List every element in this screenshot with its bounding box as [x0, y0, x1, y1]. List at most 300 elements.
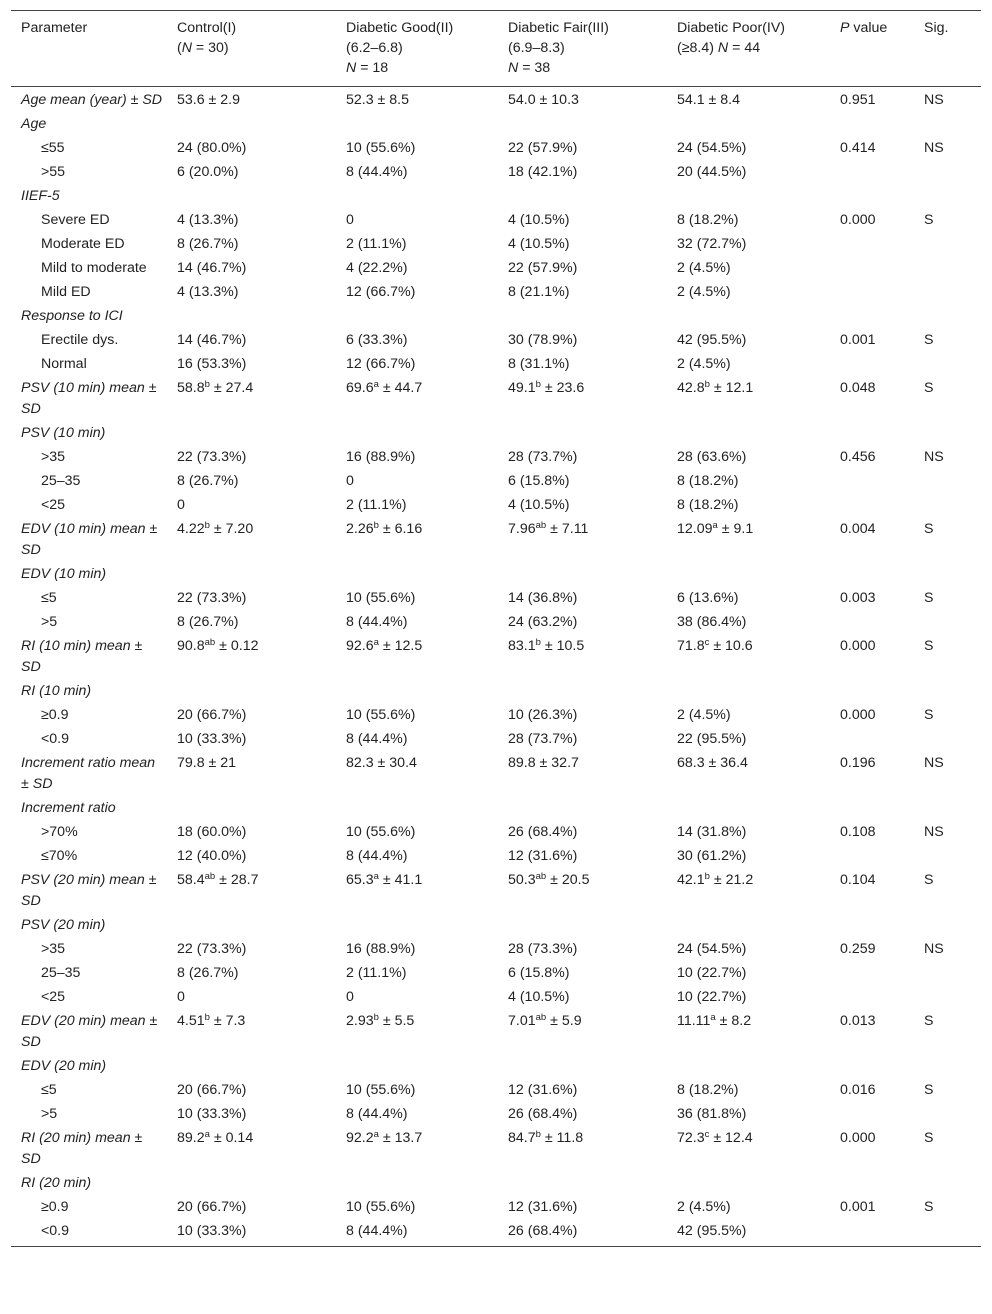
header-diabetic-good: Diabetic Good(II) (6.2–6.8) N = 18 — [346, 20, 454, 76]
value-cell-control: 58.8$^b$ ± 27.4 — [177, 379, 254, 396]
parameter-cell: Moderate ED — [41, 236, 125, 252]
significance-cell: NS — [924, 941, 944, 957]
value-cell-diabetic-poor: 24 (54.5%) — [677, 140, 747, 156]
value-cell-diabetic-fair: 26 (68.4%) — [508, 1223, 578, 1239]
table-row — [11, 376, 981, 421]
table-row — [11, 844, 981, 868]
value-cell-diabetic-fair — [498, 913, 667, 937]
table-body — [11, 87, 981, 1247]
value-cell-control: 4.51$^b$ ± 7.3 — [177, 1012, 246, 1029]
value-cell-control: 90.8$^{ab}$ ± 0.12 — [177, 637, 259, 654]
value-cell-diabetic-poor: 32 (72.7%) — [677, 236, 747, 252]
value-cell-diabetic-poor: 2 (4.5%) — [677, 284, 731, 300]
p-value-cell: 0.108 — [840, 824, 876, 840]
parameter-cell: ≥0.9 — [41, 1199, 69, 1215]
value-cell-diabetic-poor: 71.8$^c$ ± 10.6 — [677, 637, 753, 654]
table-row — [11, 208, 981, 232]
value-cell-diabetic-poor: 8 (18.2%) — [677, 1082, 739, 1098]
value-cell-diabetic-good: 2.26$^b$ ± 6.16 — [346, 520, 423, 537]
header-control: Control(I) (N = 30) — [177, 20, 237, 56]
p-value-cell — [830, 985, 914, 1009]
p-value-cell — [830, 232, 914, 256]
header-p-value: P value — [840, 20, 888, 36]
value-cell-diabetic-fair: 83.1$^b$ ± 10.5 — [508, 637, 585, 654]
table-row — [11, 493, 981, 517]
value-cell-diabetic-good: 8 (44.4%) — [346, 731, 408, 747]
p-value-cell: 0.456 — [840, 449, 876, 465]
value-cell-diabetic-fair: 54.0 ± 10.3 — [508, 92, 579, 108]
value-cell-control: 14 (46.7%) — [177, 260, 247, 276]
value-cell-diabetic-good — [336, 796, 498, 820]
value-cell-control — [167, 679, 336, 703]
p-value-cell — [830, 304, 914, 328]
significance-cell: S — [924, 638, 934, 654]
value-cell-control: 22 (73.3%) — [177, 590, 247, 606]
parameter-cell: >5 — [41, 614, 58, 630]
value-cell-control — [167, 1054, 336, 1078]
value-cell-diabetic-poor: 28 (63.6%) — [677, 449, 747, 465]
value-cell-control: 53.6 ± 2.9 — [177, 92, 241, 108]
value-cell-diabetic-fair — [498, 421, 667, 445]
p-value-cell — [830, 1054, 914, 1078]
table-row — [11, 280, 981, 304]
significance-cell — [914, 232, 981, 256]
table-row — [11, 1009, 981, 1054]
value-cell-diabetic-poor: 10 (22.7%) — [677, 965, 747, 981]
parameter-cell: Response to ICI — [21, 308, 123, 324]
value-cell-diabetic-fair: 26 (68.4%) — [508, 1106, 578, 1122]
value-cell-control: 16 (53.3%) — [177, 356, 247, 372]
value-cell-control: 89.2$^a$ ± 0.14 — [177, 1129, 254, 1146]
value-cell-control: 12 (40.0%) — [177, 848, 247, 864]
value-cell-diabetic-poor: 2 (4.5%) — [677, 707, 731, 723]
parameter-cell: PSV (20 min) mean ± SD — [21, 872, 157, 909]
value-cell-diabetic-fair — [498, 1054, 667, 1078]
value-cell-control — [167, 1171, 336, 1195]
value-cell-diabetic-fair: 6 (15.8%) — [508, 965, 570, 981]
p-value-cell — [830, 1219, 914, 1247]
value-cell-control: 4.22$^b$ ± 7.20 — [177, 520, 254, 537]
table-row — [11, 937, 981, 961]
value-cell-diabetic-poor: 12.09$^a$ ± 9.1 — [677, 520, 754, 537]
value-cell-control: 0 — [177, 497, 185, 513]
p-value-cell: 0.000 — [840, 638, 876, 654]
parameter-cell: 25–35 — [41, 965, 81, 981]
p-value-cell — [830, 913, 914, 937]
value-cell-diabetic-good — [336, 679, 498, 703]
significance-cell: NS — [924, 92, 944, 108]
p-value-cell: 0.013 — [840, 1013, 876, 1029]
table-row — [11, 961, 981, 985]
value-cell-diabetic-fair — [498, 562, 667, 586]
parameter-cell: EDV (10 min) — [21, 566, 107, 582]
significance-cell — [914, 610, 981, 634]
value-cell-diabetic-poor: 2 (4.5%) — [677, 356, 731, 372]
header-diabetic-poor: Diabetic Poor(IV) (≥8.4) N = 44 — [677, 20, 786, 56]
parameter-cell: Erectile dys. — [41, 332, 119, 348]
p-value-cell — [830, 796, 914, 820]
significance-cell — [914, 421, 981, 445]
value-cell-control: 10 (33.3%) — [177, 731, 247, 747]
table-row — [11, 304, 981, 328]
value-cell-control — [167, 421, 336, 445]
significance-cell: NS — [924, 824, 944, 840]
value-cell-diabetic-poor — [667, 184, 830, 208]
parameter-cell: Age mean (year) ± SD — [21, 92, 163, 108]
significance-cell — [914, 562, 981, 586]
parameter-cell: Increment ratio — [21, 800, 116, 816]
value-cell-diabetic-good: 65.3$^a$ ± 41.1 — [346, 871, 423, 888]
p-value-cell — [830, 1102, 914, 1126]
p-value-cell — [830, 160, 914, 184]
parameter-cell: Severe ED — [41, 212, 110, 228]
value-cell-diabetic-good: 12 (66.7%) — [346, 284, 416, 300]
value-cell-diabetic-good: 6 (33.3%) — [346, 332, 408, 348]
value-cell-control: 8 (26.7%) — [177, 473, 239, 489]
value-cell-diabetic-fair: 28 (73.3%) — [508, 941, 578, 957]
significance-cell — [914, 280, 981, 304]
value-cell-diabetic-fair: 4 (10.5%) — [508, 989, 570, 1005]
p-value-cell — [830, 184, 914, 208]
value-cell-diabetic-poor: 72.3$^c$ ± 12.4 — [677, 1129, 753, 1146]
table-row — [11, 751, 981, 796]
table-row — [11, 421, 981, 445]
table-row — [11, 727, 981, 751]
value-cell-control: 10 (33.3%) — [177, 1106, 247, 1122]
p-value-cell — [830, 256, 914, 280]
p-value-cell — [830, 1171, 914, 1195]
value-cell-diabetic-good: 8 (44.4%) — [346, 164, 408, 180]
table-row — [11, 1171, 981, 1195]
value-cell-control: 20 (66.7%) — [177, 1082, 247, 1098]
value-cell-diabetic-poor: 24 (54.5%) — [677, 941, 747, 957]
value-cell-diabetic-good: 10 (55.6%) — [346, 590, 416, 606]
significance-cell: NS — [924, 755, 944, 771]
table-row — [11, 610, 981, 634]
value-cell-diabetic-fair: 50.3$^{ab}$ ± 20.5 — [508, 871, 590, 888]
value-cell-diabetic-poor: 8 (18.2%) — [677, 497, 739, 513]
value-cell-diabetic-poor: 8 (18.2%) — [677, 473, 739, 489]
table-row — [11, 1102, 981, 1126]
significance-cell: S — [924, 1082, 934, 1098]
value-cell-control: 4 (13.3%) — [177, 212, 239, 228]
header-diabetic-fair: Diabetic Fair(III) (6.9–8.3) N = 38 — [508, 20, 609, 76]
significance-cell — [914, 679, 981, 703]
value-cell-diabetic-poor — [667, 112, 830, 136]
value-cell-diabetic-fair: 12 (31.6%) — [508, 848, 578, 864]
parameter-cell: RI (20 min) — [21, 1175, 92, 1191]
significance-cell — [914, 727, 981, 751]
significance-cell: NS — [924, 140, 944, 156]
value-cell-diabetic-good — [336, 421, 498, 445]
value-cell-diabetic-poor — [667, 796, 830, 820]
p-value-cell: 0.259 — [840, 941, 876, 957]
table-row — [11, 184, 981, 208]
value-cell-diabetic-good: 82.3 ± 30.4 — [346, 755, 417, 771]
parameter-cell: PSV (20 min) — [21, 917, 106, 933]
p-value-cell — [830, 469, 914, 493]
value-cell-control: 8 (26.7%) — [177, 236, 239, 252]
value-cell-diabetic-poor — [667, 679, 830, 703]
value-cell-diabetic-poor: 6 (13.6%) — [677, 590, 739, 606]
significance-cell — [914, 913, 981, 937]
significance-cell — [914, 493, 981, 517]
p-value-cell — [830, 421, 914, 445]
significance-cell: S — [924, 1130, 934, 1146]
parameter-cell: RI (20 min) mean ± SD — [21, 1130, 143, 1167]
value-cell-control: 24 (80.0%) — [177, 140, 247, 156]
value-cell-diabetic-poor: 2 (4.5%) — [677, 1199, 731, 1215]
p-value-cell — [830, 493, 914, 517]
table-row — [11, 136, 981, 160]
value-cell-diabetic-fair: 8 (21.1%) — [508, 284, 570, 300]
significance-cell — [914, 985, 981, 1009]
parameter-cell: PSV (10 min) mean ± SD — [21, 380, 157, 417]
value-cell-diabetic-poor — [667, 562, 830, 586]
value-cell-diabetic-poor: 20 (44.5%) — [677, 164, 747, 180]
value-cell-control — [167, 112, 336, 136]
value-cell-diabetic-good: 69.6$^a$ ± 44.7 — [346, 379, 423, 396]
value-cell-diabetic-good: 12 (66.7%) — [346, 356, 416, 372]
value-cell-diabetic-poor: 68.3 ± 36.4 — [677, 755, 748, 771]
value-cell-control: 20 (66.7%) — [177, 707, 247, 723]
table-row — [11, 469, 981, 493]
value-cell-diabetic-good: 8 (44.4%) — [346, 1106, 408, 1122]
significance-cell — [914, 796, 981, 820]
table-row — [11, 562, 981, 586]
table-row — [11, 232, 981, 256]
value-cell-diabetic-good: 2.93$^b$ ± 5.5 — [346, 1012, 415, 1029]
value-cell-diabetic-fair: 30 (78.9%) — [508, 332, 578, 348]
value-cell-diabetic-poor — [667, 304, 830, 328]
table-row — [11, 112, 981, 136]
significance-cell: S — [924, 872, 934, 888]
significance-cell — [914, 184, 981, 208]
value-cell-diabetic-fair — [498, 184, 667, 208]
p-value-cell — [830, 280, 914, 304]
table-row — [11, 796, 981, 820]
parameter-cell: RI (10 min) — [21, 683, 92, 699]
value-cell-diabetic-good — [336, 1054, 498, 1078]
value-cell-diabetic-fair — [498, 112, 667, 136]
value-cell-diabetic-poor — [667, 1054, 830, 1078]
significance-cell — [914, 160, 981, 184]
value-cell-diabetic-good — [336, 112, 498, 136]
value-cell-diabetic-good: 16 (88.9%) — [346, 941, 416, 957]
value-cell-diabetic-fair: 14 (36.8%) — [508, 590, 578, 606]
significance-cell: S — [924, 590, 934, 606]
value-cell-diabetic-fair: 4 (10.5%) — [508, 497, 570, 513]
value-cell-diabetic-good: 10 (55.6%) — [346, 1199, 416, 1215]
value-cell-diabetic-fair: 28 (73.7%) — [508, 731, 578, 747]
parameter-cell: >35 — [41, 941, 66, 957]
value-cell-diabetic-poor: 36 (81.8%) — [677, 1106, 747, 1122]
value-cell-diabetic-poor: 30 (61.2%) — [677, 848, 747, 864]
value-cell-diabetic-good — [336, 304, 498, 328]
value-cell-diabetic-good — [336, 913, 498, 937]
p-value-cell — [830, 112, 914, 136]
value-cell-diabetic-poor: 42 (95.5%) — [677, 1223, 747, 1239]
table-row — [11, 913, 981, 937]
value-cell-diabetic-fair — [498, 304, 667, 328]
parameter-cell: >55 — [41, 164, 66, 180]
value-cell-diabetic-good: 0 — [346, 473, 354, 489]
p-value-cell — [830, 844, 914, 868]
value-cell-control: 4 (13.3%) — [177, 284, 239, 300]
parameter-cell: IIEF-5 — [21, 188, 60, 204]
value-cell-diabetic-poor — [667, 421, 830, 445]
table-row — [11, 256, 981, 280]
value-cell-control: 22 (73.3%) — [177, 941, 247, 957]
p-value-cell: 0.004 — [840, 521, 876, 537]
table-row — [11, 586, 981, 610]
parameter-cell: ≤5 — [41, 1082, 57, 1098]
value-cell-diabetic-good: 52.3 ± 8.5 — [346, 92, 410, 108]
parameter-cell: Age — [21, 116, 47, 132]
value-cell-control: 79.8 ± 21 — [177, 755, 237, 771]
parameter-cell: ≥0.9 — [41, 707, 69, 723]
p-value-cell — [830, 961, 914, 985]
parameter-cell: >5 — [41, 1106, 58, 1122]
table-row — [11, 868, 981, 913]
p-value-cell — [830, 727, 914, 751]
value-cell-diabetic-good: 92.2$^a$ ± 13.7 — [346, 1129, 423, 1146]
value-cell-diabetic-fair: 84.7$^b$ ± 11.8 — [508, 1129, 584, 1146]
value-cell-control — [167, 796, 336, 820]
header-significance: Sig. — [924, 20, 949, 36]
table-row — [11, 1078, 981, 1102]
value-cell-diabetic-fair — [498, 679, 667, 703]
value-cell-diabetic-fair: 6 (15.8%) — [508, 473, 570, 489]
parameter-cell: ≤5 — [41, 590, 57, 606]
table-row — [11, 1219, 981, 1247]
significance-cell: NS — [924, 449, 944, 465]
value-cell-diabetic-good — [336, 1171, 498, 1195]
significance-cell: S — [924, 707, 934, 723]
value-cell-control — [167, 913, 336, 937]
parameter-cell: PSV (10 min) — [21, 425, 106, 441]
value-cell-diabetic-good: 16 (88.9%) — [346, 449, 416, 465]
parameter-cell: >70% — [41, 824, 78, 840]
value-cell-diabetic-fair — [498, 1171, 667, 1195]
p-value-cell: 0.048 — [840, 380, 876, 396]
value-cell-diabetic-fair: 4 (10.5%) — [508, 212, 570, 228]
value-cell-diabetic-fair: 24 (63.2%) — [508, 614, 578, 630]
significance-cell — [914, 304, 981, 328]
value-cell-control: 20 (66.7%) — [177, 1199, 247, 1215]
table-row — [11, 1126, 981, 1171]
value-cell-diabetic-poor: 10 (22.7%) — [677, 989, 747, 1005]
value-cell-diabetic-fair — [498, 796, 667, 820]
value-cell-diabetic-poor: 54.1 ± 8.4 — [677, 92, 741, 108]
value-cell-control — [167, 562, 336, 586]
value-cell-diabetic-good: 2 (11.1%) — [346, 497, 407, 513]
significance-cell — [914, 1054, 981, 1078]
value-cell-diabetic-good: 2 (11.1%) — [346, 965, 407, 981]
p-value-cell: 0.000 — [840, 1130, 876, 1146]
significance-cell — [914, 469, 981, 493]
value-cell-diabetic-good: 8 (44.4%) — [346, 848, 408, 864]
value-cell-diabetic-fair: 7.96$^{ab}$ ± 7.11 — [508, 520, 589, 537]
value-cell-diabetic-fair: 12 (31.6%) — [508, 1082, 578, 1098]
value-cell-control: 0 — [177, 989, 185, 1005]
table-row — [11, 87, 981, 113]
value-cell-diabetic-fair: 49.1$^b$ ± 23.6 — [508, 379, 585, 396]
value-cell-diabetic-fair: 8 (31.1%) — [508, 356, 570, 372]
value-cell-control: 18 (60.0%) — [177, 824, 247, 840]
value-cell-diabetic-poor — [667, 1171, 830, 1195]
value-cell-diabetic-poor — [667, 913, 830, 937]
value-cell-control: 58.4$^{ab}$ ± 28.7 — [177, 871, 259, 888]
value-cell-diabetic-fair: 12 (31.6%) — [508, 1199, 578, 1215]
parameter-cell: Increment ratio mean ± SD — [21, 755, 156, 792]
value-cell-diabetic-good: 2 (11.1%) — [346, 236, 407, 252]
p-value-cell — [830, 610, 914, 634]
value-cell-diabetic-good: 92.6$^a$ ± 12.5 — [346, 637, 423, 654]
value-cell-control: 8 (26.7%) — [177, 614, 239, 630]
value-cell-diabetic-good: 0 — [346, 212, 354, 228]
significance-cell — [914, 1102, 981, 1126]
value-cell-diabetic-good: 10 (55.6%) — [346, 1082, 416, 1098]
parameter-cell: Normal — [41, 356, 87, 372]
value-cell-diabetic-good — [336, 184, 498, 208]
value-cell-control: 8 (26.7%) — [177, 965, 239, 981]
value-cell-diabetic-good: 4 (22.2%) — [346, 260, 408, 276]
parameter-cell: <0.9 — [41, 731, 70, 747]
table-row — [11, 634, 981, 679]
value-cell-diabetic-fair: 10 (26.3%) — [508, 707, 578, 723]
p-value-cell: 0.104 — [840, 872, 876, 888]
parameter-cell: <25 — [41, 497, 66, 513]
table-row — [11, 703, 981, 727]
table-row — [11, 517, 981, 562]
significance-cell: S — [924, 521, 934, 537]
p-value-cell: 0.000 — [840, 212, 876, 228]
parameter-cell: EDV (10 min) mean ± SD — [21, 521, 158, 558]
significance-cell: S — [924, 212, 934, 228]
parameter-cell: EDV (20 min) mean ± SD — [21, 1013, 158, 1050]
table-row — [11, 820, 981, 844]
value-cell-control: 14 (46.7%) — [177, 332, 247, 348]
value-cell-diabetic-fair: 22 (57.9%) — [508, 140, 578, 156]
value-cell-diabetic-poor: 2 (4.5%) — [677, 260, 731, 276]
value-cell-diabetic-poor: 22 (95.5%) — [677, 731, 747, 747]
significance-cell — [914, 1171, 981, 1195]
value-cell-diabetic-fair: 7.01$^{ab}$ ± 5.9 — [508, 1012, 582, 1029]
value-cell-control — [167, 184, 336, 208]
significance-cell: S — [924, 1199, 934, 1215]
table-row — [11, 328, 981, 352]
value-cell-diabetic-good — [336, 562, 498, 586]
parameter-cell: ≤70% — [41, 848, 78, 864]
value-cell-diabetic-fair: 4 (10.5%) — [508, 236, 570, 252]
table-row — [11, 160, 981, 184]
value-cell-diabetic-poor: 8 (18.2%) — [677, 212, 739, 228]
significance-cell — [914, 1219, 981, 1247]
p-value-cell: 0.196 — [840, 755, 876, 771]
parameter-cell: 25–35 — [41, 473, 81, 489]
value-cell-diabetic-good: 10 (55.6%) — [346, 140, 416, 156]
p-value-cell: 0.003 — [840, 590, 876, 606]
value-cell-diabetic-poor: 11.11$^a$ ± 8.2 — [677, 1012, 752, 1029]
significance-cell: S — [924, 332, 934, 348]
table-row — [11, 1054, 981, 1078]
significance-cell: S — [924, 380, 934, 396]
value-cell-diabetic-good: 10 (55.6%) — [346, 824, 416, 840]
table-row — [11, 1195, 981, 1219]
table-row — [11, 679, 981, 703]
p-value-cell — [830, 679, 914, 703]
